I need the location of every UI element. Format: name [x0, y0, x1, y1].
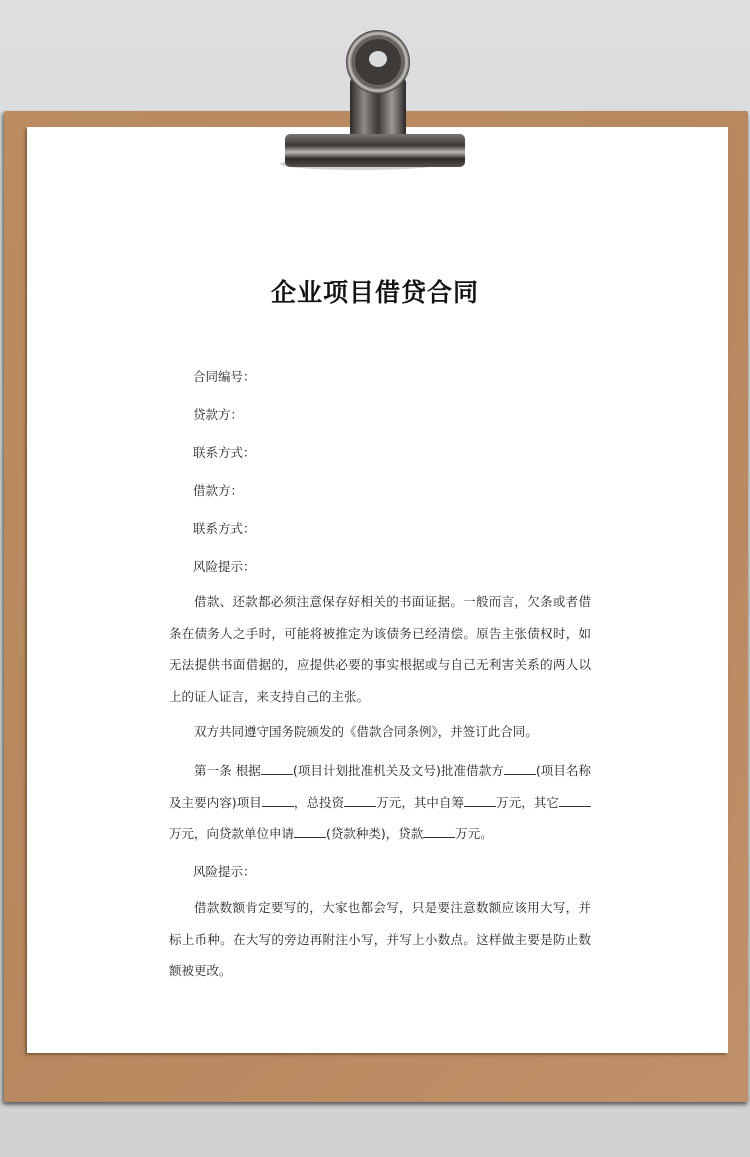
blank-self-funded [464, 796, 496, 807]
document-title: 企业项目借贷合同 [270, 278, 479, 307]
risk-note-1: 借款、还款都必须注意保存好相关的书面证据。一般而言，欠条或者借条在债务人之手时，可能将被推定为该债务已经清偿。原告主张债权时，如无法提供书面借据的，应提供必要的事实根据或与自己无利害关系的两人以上的证人证言，来支持自己的主张。 [169, 594, 591, 704]
lender-field: 贷款方： [193, 407, 244, 422]
blank-total-investment [344, 796, 376, 807]
blank-approval-authority [261, 764, 293, 775]
blank-project [262, 796, 294, 807]
risk-note-2: 借款数额肯定要写的，大家也都会写，只是要注意数额应该用大写，并标上币种。在大写的旁边再附注小写，并写上小数点。这样做主要是防止数额被更改。 [169, 900, 591, 978]
borrower-contact-field: 联系方式： [193, 521, 256, 536]
risk-label-2: 风险提示： [193, 864, 256, 879]
blank-loan-amount [423, 827, 455, 838]
article-1-text: 万元，向贷款单位申请 [169, 826, 295, 841]
article-1-text: (项目名称及主要内容)项目 [169, 763, 591, 810]
risk-label-1: 风险提示： [193, 559, 256, 574]
agreement-statement: 双方共同遵守国务院颁发的《借款合同条例》，并签订此合同。 [194, 724, 538, 739]
article-1-text: (贷款种类)，贷款 [326, 826, 424, 841]
article-1 [169, 755, 591, 850]
blank-loan-type [294, 827, 326, 838]
blank-project-name [504, 764, 536, 775]
binder-clip-icon [280, 22, 470, 172]
article-1-text: 第一条 根据 [194, 763, 261, 778]
article-1-text: (项目计划批准机关及文号)批准借款方 [292, 763, 504, 778]
article-1-text: 万元，其中自筹 [376, 794, 465, 810]
blank-other-funds [559, 796, 591, 807]
article-1-text: 万元。 [455, 826, 493, 841]
article-1-text: ，总投资 [293, 794, 345, 810]
article-1-text: 万元，其它 [496, 794, 559, 810]
contract-number-field: 合同编号： [193, 369, 256, 384]
borrower-field: 借款方： [193, 483, 244, 498]
lender-contact-field: 联系方式： [193, 445, 256, 460]
